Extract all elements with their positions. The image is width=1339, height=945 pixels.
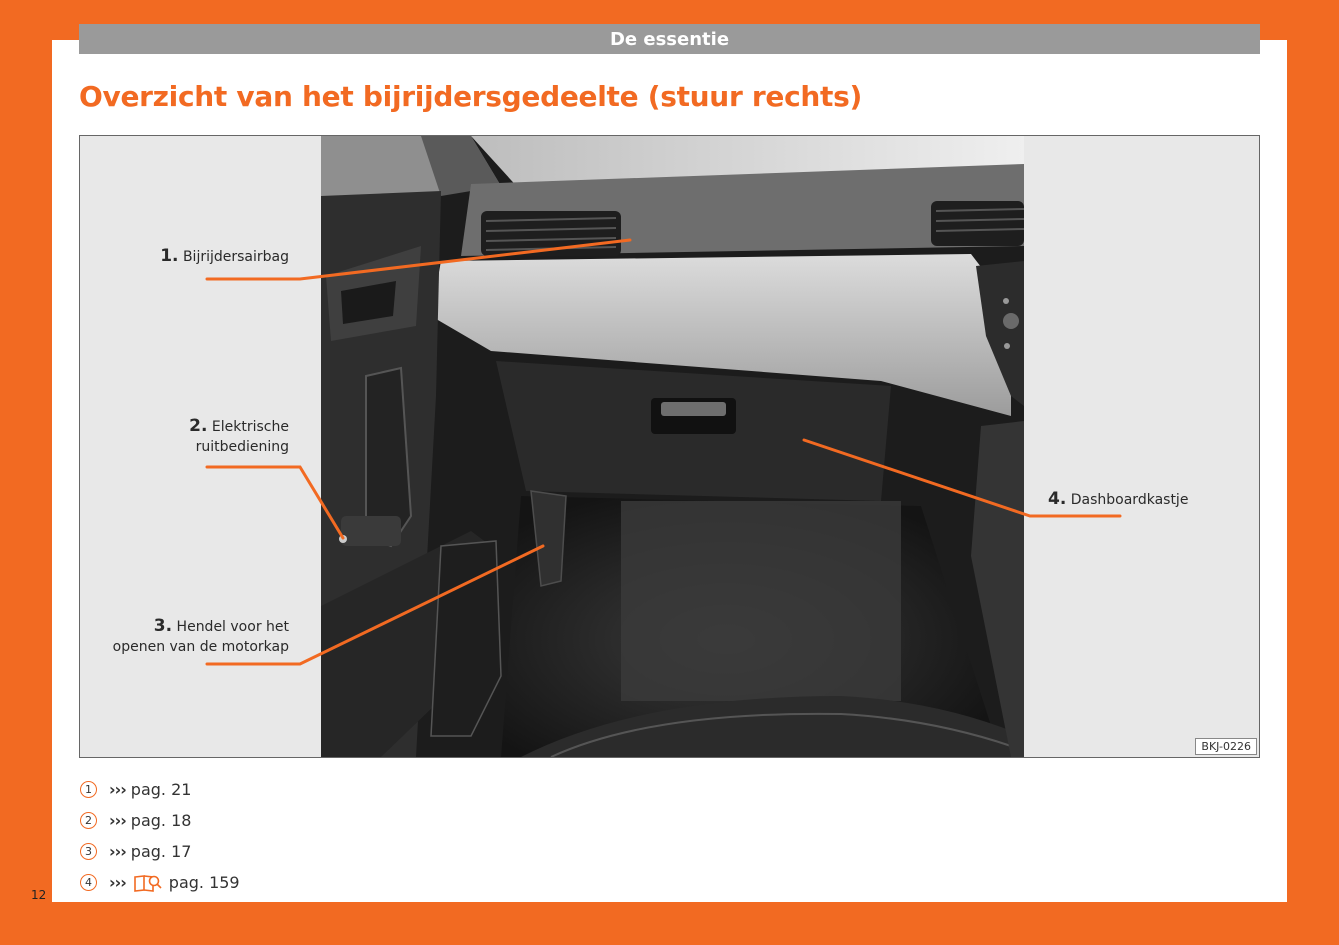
callout-label-line1: Elektrische	[211, 419, 289, 435]
callout-number: 2.	[189, 416, 208, 436]
reference-list	[80, 774, 240, 898]
reference-number: 4	[80, 874, 97, 891]
reference-page-link[interactable]: pag. 17	[130, 842, 192, 861]
reference-item[interactable]	[80, 774, 240, 805]
section-title: De essentie	[609, 28, 730, 50]
reference-number: 1	[80, 781, 97, 798]
figure-panel	[79, 135, 1260, 758]
callout-number: 4.	[1048, 489, 1067, 509]
reference-arrows: ›››	[109, 842, 126, 861]
reference-item[interactable]	[80, 805, 240, 836]
reference-number: 2	[80, 812, 97, 829]
reference-item[interactable]	[80, 867, 240, 898]
callout-label-line2: openen van de motorkap	[112, 639, 289, 655]
page-number: 12	[31, 888, 47, 902]
page-title: Overzicht van het bijrijdersgedeelte (stuur rechts)	[79, 80, 862, 113]
callout-glovebox	[1048, 489, 1188, 510]
reference-arrows: ›››	[109, 811, 126, 830]
callout-label: Bijrijdersairbag	[182, 249, 289, 265]
callout-window-control	[189, 416, 289, 457]
callout-label: Dashboardkastje	[1070, 492, 1189, 508]
callout-number: 1.	[160, 246, 179, 266]
reference-number: 3	[80, 843, 97, 860]
book-search-icon	[133, 873, 163, 893]
reference-page-link[interactable]: pag. 18	[130, 811, 192, 830]
callout-hood-lever	[113, 616, 289, 657]
reference-page-link[interactable]: pag. 21	[130, 780, 192, 799]
figure-code: BKJ-0226	[1195, 738, 1257, 755]
callout-number: 3.	[153, 616, 173, 636]
callout-label-line1: Hendel voor het	[176, 619, 289, 635]
section-header	[79, 24, 1260, 54]
callout-label-line2: ruitbediening	[195, 439, 289, 455]
callout-airbag	[160, 246, 289, 267]
reference-item[interactable]	[80, 836, 240, 867]
leader-line-2	[207, 467, 343, 538]
reference-page-link[interactable]: pag. 159	[168, 873, 240, 892]
reference-arrows: ›››	[109, 780, 126, 799]
reference-arrows: ›››	[109, 873, 126, 892]
